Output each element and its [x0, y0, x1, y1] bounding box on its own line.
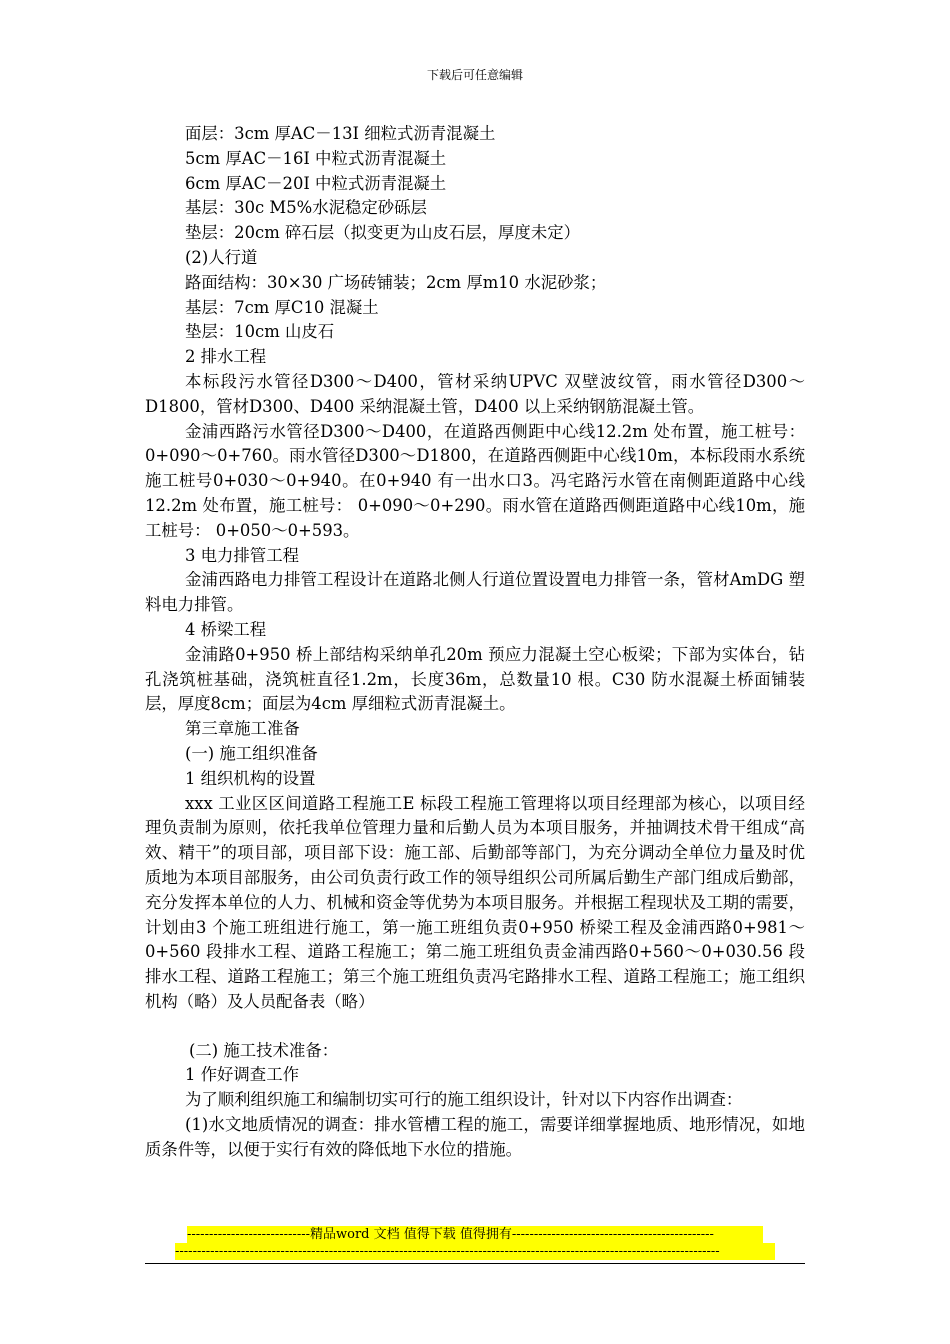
page-header: 下载后可任意编辑	[426, 68, 523, 82]
text-line: 面层：3cm 厚AC－13Ⅰ 细粒式沥青混凝土	[185, 124, 496, 143]
section-heading-drainage: 2 排水工程	[185, 347, 267, 367]
text-line: 5cm 厚AC－16Ⅰ 中粒式沥青混凝土	[185, 148, 447, 168]
footer-banner	[175, 1226, 775, 1260]
text-line: 垫层：10cm 山皮石	[185, 322, 335, 342]
section-heading-tech-prep: (二) 施工技术准备：	[189, 1040, 339, 1060]
text-line: 6cm 厚AC－20Ⅰ 中粒式沥青混凝土	[185, 173, 447, 193]
subsection-heading-org: 1 组织机构的设置	[185, 768, 316, 788]
text-line: 垫层：20cm 碎石层（拟变更为山皮石层，厚度未定）	[185, 223, 580, 243]
blank-line	[145, 1015, 805, 1039]
section-heading-bridge: 4 桥梁工程	[185, 619, 267, 639]
paragraph-hydrology: (1)水文地质情况的调查：排水管槽工程的施工，需要详细掌握地质、地形情况，如地质条件等，以便于实行有效的降低地下水位的措施。	[145, 1115, 805, 1159]
paragraph-bridge: 金浦路0+950 桥上部结构采纳单孔20m 预应力混凝土空心板梁；下部为实体台，钻孔浇筑桩基础，浇筑桩直径1.2m，长度36m，总数量10 根。C30 防水混凝土桥面铺装层，厚度8cm；面层为4cm 厚细粒式沥青混凝土。	[145, 644, 805, 714]
footer-divider	[145, 1263, 805, 1264]
footer-line-1: ----------------------------精品word 文档 值得下载 值得拥有----------------------------------------------	[187, 1226, 763, 1243]
chapter-heading: 第三章施工准备	[185, 719, 300, 739]
subsection-heading-survey: 1 作好调查工作	[185, 1065, 299, 1085]
text-line: (2)人行道	[185, 247, 258, 267]
text-line: 基层：30c M5%水泥稳定砂砾层	[185, 198, 427, 218]
footer-line-2: ----------------------------------------------------------------------------------------------------------------------------	[175, 1243, 775, 1260]
paragraph-drainage-1: 本标段污水管径D300～D400，管材采纳UPVC 双壁波纹管，雨水管径D300～D1800，管材D300、D400 采纳混凝土管，D400 以上采纳钢筋混凝土管。	[145, 371, 805, 416]
paragraph-power: 金浦西路电力排管工程设计在道路北侧人行道位置设置电力排管一条，管材AmDG 塑料电力排管。	[145, 570, 805, 615]
section-heading-power: 3 电力排管工程	[185, 545, 299, 565]
document-body	[145, 122, 805, 1163]
text-line: 路面结构：30×30 广场砖铺装；2cm 厚m10 水泥砂浆；	[185, 272, 607, 292]
paragraph-organization: xxx 工业区区间道路工程施工E 标段工程施工管理将以项目经理部为核心，以项目经理负责制为原则，依托我单位管理力量和后勤人员为本项目服务，并抽调技术骨干组成“高效、精干”的项目部，项目部下设：施工部、后勤部等部门，为充分调动全单位力量及时优质地为本项目部服务，由公司负责行政工作的领导组织公司所属后勤生产部门组成后勤部，充分发挥本单位的人力、机械和资金等优势为本项目服务。并根据工程现状及工期的需要，计划由3 个施工班组进行施工，第一施工班组负责0+950 桥梁工程及金浦西路0+981～0+560 段排水工程、道路工程施工；第二施工班组负责金浦西路0+560～0+030.56 段排水工程、道路工程施工；第三个施工班组负责冯宅路排水工程、道路工程施工；施工组织机构（略）及人员配备表（略）	[145, 793, 805, 1011]
section-heading-org-prep: (一) 施工组织准备	[185, 743, 318, 763]
text-line: 基层：7cm 厚C10 混凝土	[185, 297, 379, 317]
paragraph-drainage-2: 金浦西路污水管径D300～D400，在道路西侧距中心线12.2m 处布置，施工桩号：0+090～0+760。雨水管径D300～D1800，在道路西侧距中心线10m，本标段雨水系统施工桩号0+030～0+940。在0+940 有一出水口3。冯宅路污水管在南侧距道路中心线12.2m 处布置，施工桩号： 0+090～0+290。雨水管在道路西侧距道路中心线10m，施工桩号： 0+050～0+593。	[145, 421, 805, 540]
paragraph-survey: 为了顺利组织施工和编制切实可行的施工组织设计，针对以下内容作出调查：	[185, 1090, 743, 1110]
